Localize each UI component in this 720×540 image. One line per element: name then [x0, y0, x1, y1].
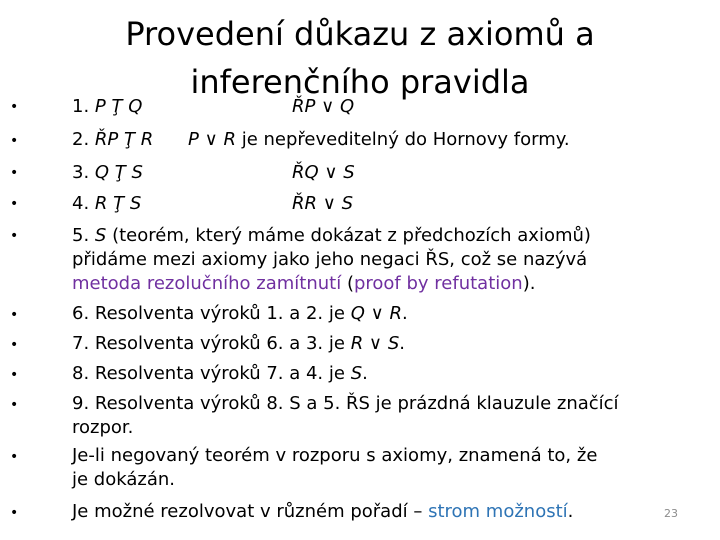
step-number: 5. [72, 225, 90, 246]
step-2-clause [188, 128, 570, 151]
implication-expr: ŘP Ţ R [94, 129, 154, 150]
bullet-dot: • [10, 397, 19, 413]
step-1 [72, 95, 142, 118]
step-4 [72, 192, 141, 215]
period: . [362, 363, 368, 384]
step-6 [72, 302, 408, 325]
step-number: 2. [72, 129, 90, 150]
step-3 [72, 161, 143, 184]
step-text: 8. Resolventa výroků 7. a 4. je [72, 363, 345, 384]
step-5-line-1 [72, 224, 591, 247]
step-number: 1. [72, 96, 90, 117]
implication-expr: Q Ţ S [94, 162, 143, 183]
bullet-dot: • [10, 505, 19, 521]
resolvent-expr: Q ∨ R [350, 303, 402, 324]
step-2 [72, 128, 153, 151]
step-text: 7. Resolventa výroků 6. a 3. je [72, 333, 345, 354]
step-1-clause: ŘP ∨ Q [292, 96, 355, 117]
step-5-line-2: přidáme mezi axiomy jako jeho negaci ŘS, což se nazývá [72, 249, 588, 270]
theorem-var: S [94, 225, 107, 246]
bullet-dot: • [10, 367, 19, 383]
step-4-clause: ŘR ∨ S [292, 193, 354, 214]
clause-expr: P ∨ R [188, 129, 236, 150]
bullet-dot: • [10, 449, 19, 465]
period: . [399, 333, 405, 354]
bullet-dot: • [10, 307, 19, 323]
refutation-method-link[interactable]: metoda rezolučního zamítnutí [72, 273, 342, 294]
bullet-dot: • [10, 337, 19, 353]
clause-note: je nepřeveditelný do Hornovy formy. [241, 129, 570, 150]
bullet-dot: • [10, 133, 19, 149]
slide-title: Provedení důkazu z axiomů a inferenčního pravidla [125, 15, 595, 101]
paren-open: ( [346, 273, 354, 294]
step-9-line-2: rozpor. [72, 417, 134, 438]
step-7 [72, 332, 405, 355]
step-8 [72, 362, 368, 385]
step-3-clause: ŘQ ∨ S [292, 162, 355, 183]
resolvent-expr: S [350, 363, 363, 384]
step-number: 3. [72, 162, 90, 183]
step-text: 6. Resolventa výroků 1. a 2. je [72, 303, 345, 324]
note-1-line-2: je dokázán. [72, 469, 175, 490]
step-5-line-3 [72, 272, 535, 295]
slide-number: 23 [664, 507, 678, 520]
paren-close: ). [522, 273, 536, 294]
bullet-dot: • [10, 228, 19, 244]
implication-expr: P Ţ Q [94, 96, 143, 117]
period: . [567, 501, 574, 522]
note-1-line-1: Je-li negovaný teorém v rozporu s axiomy, znamená to, že [72, 445, 598, 466]
refutation-english: proof by refutation [353, 273, 523, 294]
step-9-line-1: 9. Resolventa výroků 8. S a 5. ŘS je prázdná klauzule značící [72, 393, 619, 414]
bullet-dot: • [10, 196, 19, 212]
step-number: 4. [72, 193, 90, 214]
step-text: (teorém, který máme dokázat z předchozích axiomů) [112, 225, 591, 246]
bullet-dot: • [10, 99, 19, 115]
note-text: Je možné rezolvovat v různém pořadí – [72, 501, 423, 522]
period: . [401, 303, 408, 324]
note-2 [72, 500, 573, 523]
implication-expr: R Ţ S [94, 193, 142, 214]
possibility-tree-link[interactable]: strom možností [428, 501, 568, 522]
resolvent-expr: R ∨ S [350, 333, 400, 354]
bullet-dot: • [10, 165, 19, 181]
